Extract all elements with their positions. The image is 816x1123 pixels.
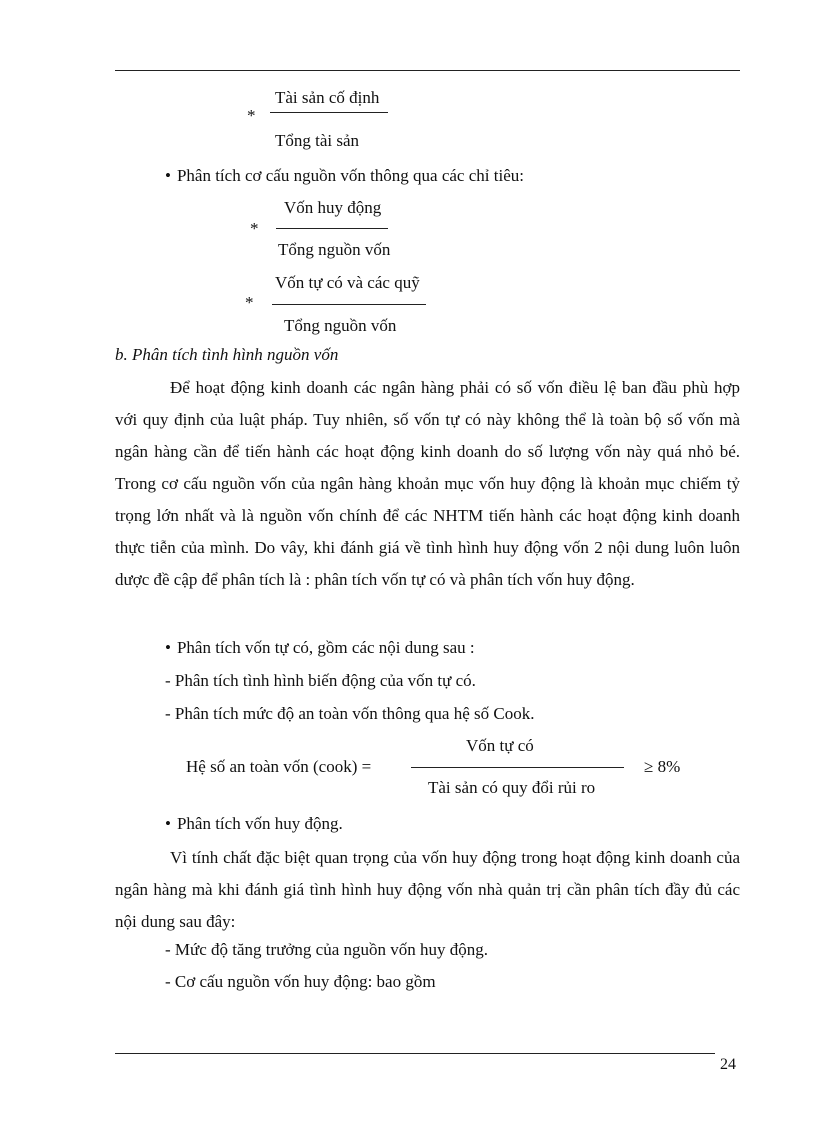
bullet-mobilized-capital: • Phân tích vốn huy động. [165, 814, 343, 834]
formula-label: Hệ số an toàn vốn (cook) = [186, 757, 372, 776]
page-number: 24 [720, 1056, 736, 1073]
fraction1-star: * [247, 106, 256, 125]
paragraph-mobilized [115, 842, 740, 938]
section-heading: b. Phân tích tình hình nguồn vốn [115, 345, 339, 364]
dash-structure: - Cơ cấu nguồn vốn huy động: bao gồm [165, 972, 436, 991]
dash-own-capital-change: - Phân tích tình hình biến động của vốn tự có. [165, 671, 476, 690]
header-rule [115, 70, 740, 71]
fraction2-bar [276, 228, 388, 229]
formula-numerator: Vốn tự có [466, 736, 534, 755]
bullet-cost-structure: • Phân tích cơ cấu nguồn vốn thông qua các chỉ tiêu: [165, 166, 524, 186]
formula-condition: ≥ 8% [644, 757, 681, 776]
fraction1-numerator: Tài sản cố định [275, 88, 380, 107]
fraction1-denominator: Tổng tài sản [275, 131, 360, 150]
dash-cook-ratio: - Phân tích mức độ an toàn vốn thông qua hệ số Cook. [165, 704, 535, 723]
paragraph1-text: Để hoạt động kinh doanh các ngân hàng phải có số vốn điều lệ ban đầu phù hợp với quy định của luật pháp. Tuy nhiên, số vốn tự có này không thể là toàn bộ số vốn mà ngân hàng cần để tiến hành các hoạt động kinh doanh do số lượng vốn này quá nhỏ bé. Trong cơ cấu nguồn vốn của ngân hàng khoản mục vốn huy động là khoản mục chiếm tỷ trọng lớn nhất và là nguồn vốn chính để các NHTM tiến hành các hoạt động kinh doanh thực tiễn của mình. Do vây, khi đánh giá về tình hình huy động vốn 2 nội dung luôn luôn dược đề cập để phân tích là : phân tích vốn tự có và phân tích vốn huy động. [115, 378, 740, 589]
fraction3-numerator: Vốn tự có và các quỹ [275, 273, 420, 292]
dash-growth: - Mức độ tăng trưởng của nguồn vốn huy động. [165, 940, 488, 959]
footer-rule [115, 1053, 715, 1054]
fraction2-star: * [250, 219, 259, 238]
fraction3-denominator: Tổng nguồn vốn [284, 316, 397, 335]
paragraph-capital-analysis [115, 372, 740, 596]
fraction3-bar [272, 304, 426, 305]
fraction1-bar [270, 112, 388, 113]
formula-denominator: Tài sản có quy đổi rủi ro [428, 778, 596, 797]
fraction2-numerator: Vốn huy động [284, 198, 382, 217]
formula-bar [411, 767, 624, 768]
fraction2-denominator: Tổng nguồn vốn [278, 240, 391, 259]
fraction3-star: * [245, 293, 254, 312]
bullet-own-capital: • Phân tích vốn tự có, gồm các nội dung sau : [165, 638, 475, 658]
paragraph2-text: Vì tính chất đặc biệt quan trọng của vốn huy động trong hoạt động kinh doanh của ngân hàng mà khi đánh giá tình hình huy động vốn nhà quản trị cần phân tích đầy đủ các nội dung sau đây: [115, 848, 740, 931]
